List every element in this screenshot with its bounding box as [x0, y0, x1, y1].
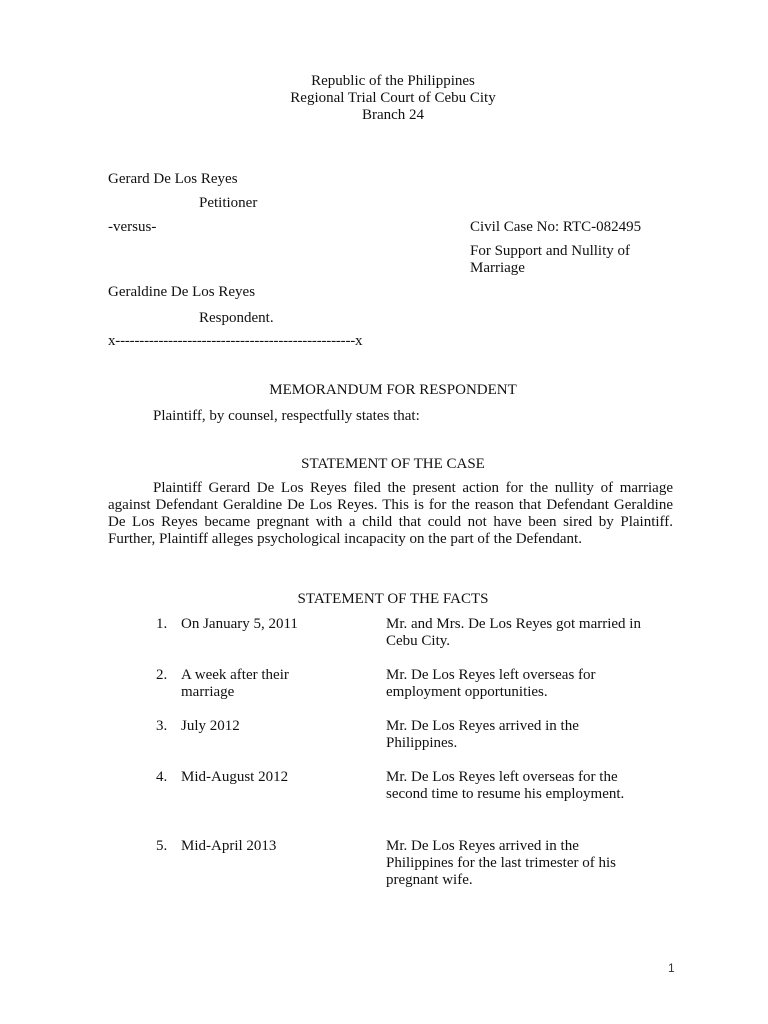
fact-date: Mid-August 2012 [181, 769, 289, 785]
fact-description: Mr. and Mrs. De Los Reyes got married in Cebu City. [386, 616, 641, 649]
fact-number: 3. [156, 718, 168, 734]
fact-date: On January 5, 2011 [181, 616, 298, 632]
court-header-republic: Republic of the Philippines [311, 73, 475, 89]
fact-date: July 2012 [181, 718, 240, 734]
memorandum-intro: Plaintiff, by counsel, respectfully states that: [153, 408, 420, 424]
court-header-branch: Branch 24 [361, 107, 425, 123]
case-nature-line1: For Support and Nullity of [470, 243, 630, 259]
court-header-court: Regional Trial Court of Cebu City [290, 90, 496, 106]
petitioner-role: Petitioner [199, 195, 258, 211]
memorandum-title: MEMORANDUM FOR RESPONDENT [269, 382, 517, 398]
fact-number: 4. [156, 769, 168, 785]
statement-of-case-body: Plaintiff Gerard De Los Reyes filed the present action for the nullity of marriage against Defendant Geraldine De Los Reyes. This is for the reason that Defendant Geraldine De Los Reyes became pregnant with a child that could not have been sired by Plaintiff. Further, Plaintiff alleges psychological incapacity on the part of the Defendant. [108, 480, 673, 547]
page-number: 1 [668, 961, 675, 975]
statement-of-facts-heading: STATEMENT OF THE FACTS [297, 591, 489, 607]
case-nature-line2: Marriage [470, 260, 525, 276]
versus-label: -versus- [108, 219, 157, 235]
fact-number: 2. [156, 667, 168, 683]
respondent-role: Respondent. [199, 310, 274, 326]
fact-description: Mr. De Los Reyes arrived in the Philippines. [386, 718, 579, 751]
case-number: Civil Case No: RTC-082495 [470, 219, 642, 235]
caption-separator: x--------------------------------------------------x [108, 333, 363, 349]
statement-of-case-heading: STATEMENT OF THE CASE [301, 456, 485, 472]
fact-description: Mr. De Los Reyes left overseas for the second time to resume his employment. [386, 769, 625, 802]
fact-number: 1. [156, 616, 168, 632]
fact-description: Mr. De Los Reyes left overseas for employment opportunities. [386, 667, 596, 700]
fact-date: Mid-April 2013 [181, 838, 277, 854]
respondent-name: Geraldine De Los Reyes [108, 284, 256, 300]
fact-date: A week after their marriage [181, 667, 289, 700]
fact-number: 5. [156, 838, 168, 854]
fact-description: Mr. De Los Reyes arrived in the Philippines for the last trimester of his pregnant wife. [386, 838, 616, 888]
petitioner-name: Gerard De Los Reyes [108, 171, 238, 187]
